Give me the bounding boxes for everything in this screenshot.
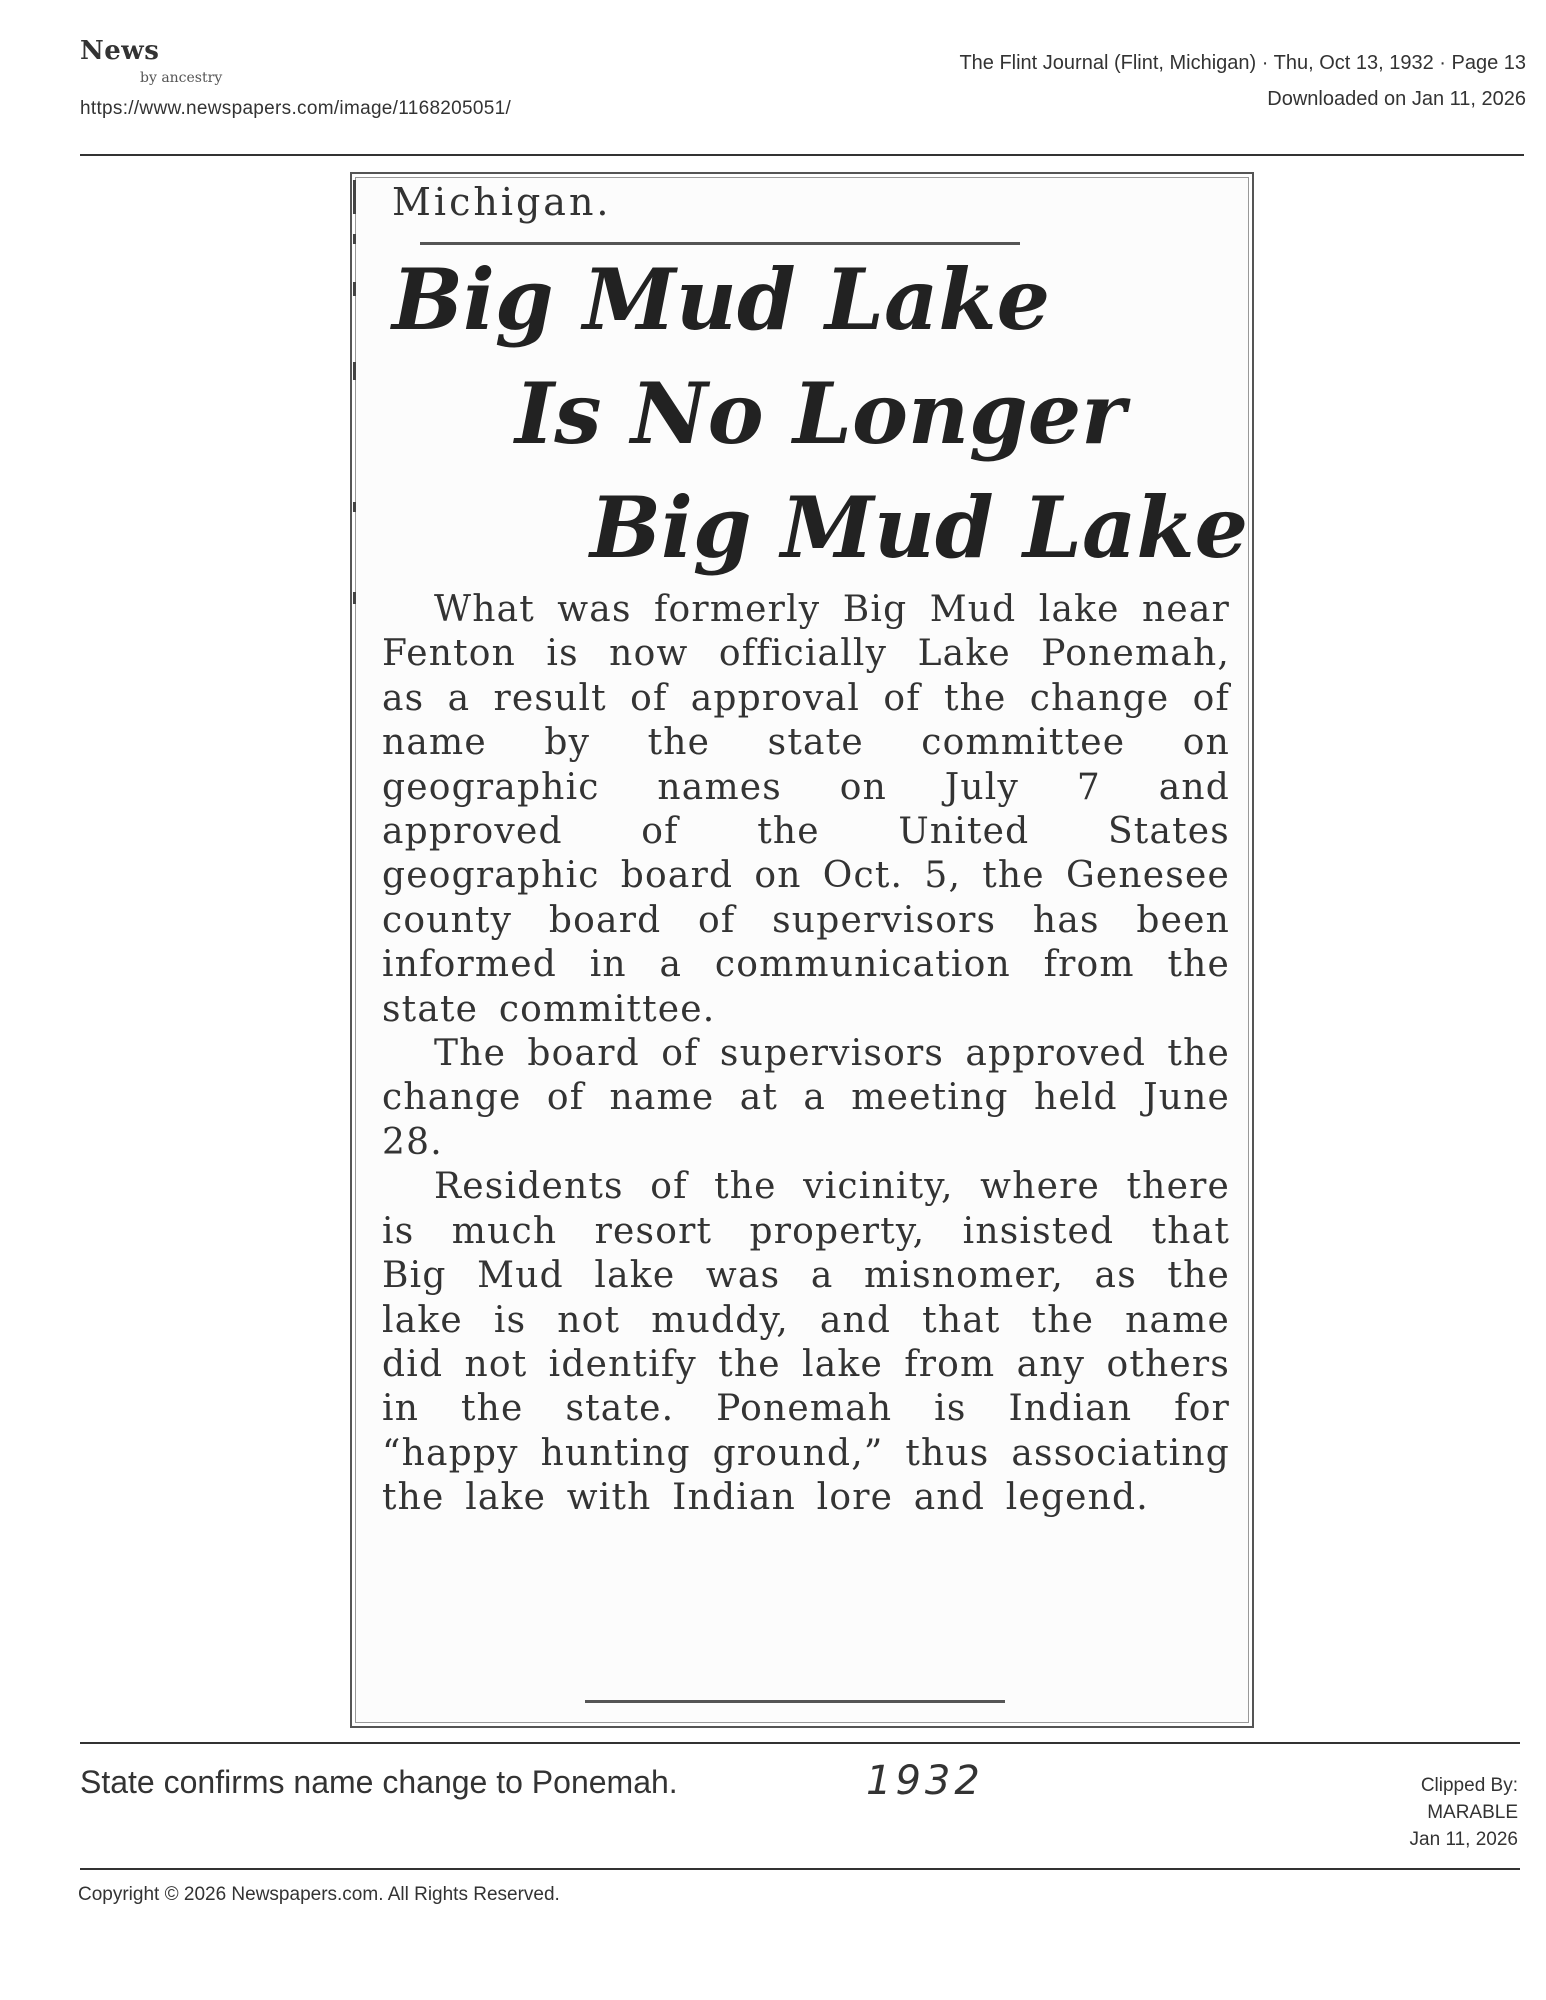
article-end-rule bbox=[585, 1700, 1005, 1703]
publication-info: The Flint Journal (Flint, Michigan) · Thu, Oct 13, 1932 · Page 13 bbox=[959, 52, 1526, 74]
headline-line-3: Big Mud Lake bbox=[590, 478, 1249, 577]
copyright-notice: Copyright © 2026 Newspapers.com. All Rights Reserved. bbox=[78, 1884, 560, 1905]
newspapers-logo: News bbox=[80, 36, 160, 66]
source-url: https://www.newspapers.com/image/1168205051/ bbox=[80, 98, 512, 119]
clipped-by-user: MARABLE bbox=[1427, 1802, 1518, 1823]
article-paragraph: What was formerly Big Mud lake near Fenton is now officially Lake Ponemah, as a result of approval of the change of name by the state committee on geographic names on July 7 and approved of the United States geographic board on Oct. 5, the Genesee county board of supervisors has been informed in a communication from the state committee. bbox=[382, 589, 1230, 1030]
download-date: Downloaded on Jan 11, 2026 bbox=[1267, 88, 1526, 110]
article-paragraph: The board of supervisors approved the change of name at a meeting held June 28. bbox=[382, 1033, 1230, 1163]
article-body bbox=[382, 588, 1230, 1521]
article-paragraph: Residents of the vicinity, where there is much resort property, insisted that Big Mud lake was a misnomer, as the lake is not muddy, and that the name did not identify the lake from any others in the state. Ponemah is Indian for “happy hunting ground,” thus associating the lake with Indian lore and legend. bbox=[382, 1166, 1230, 1519]
article-dateline: Michigan. bbox=[392, 180, 612, 224]
header-divider bbox=[80, 154, 1524, 156]
clipped-by-label: Clipped By: bbox=[1420, 1775, 1518, 1796]
clipped-by-info bbox=[1218, 1772, 1518, 1853]
dateline-rule bbox=[420, 242, 1020, 245]
caption-divider bbox=[80, 1742, 1520, 1744]
handwritten-year: 1932 bbox=[866, 1758, 984, 1804]
footer-divider bbox=[80, 1868, 1520, 1870]
ancestry-byline: by ancestry bbox=[140, 70, 223, 86]
headline-line-2: Is No Longer bbox=[515, 364, 1126, 463]
clipped-date: Jan 11, 2026 bbox=[1409, 1829, 1518, 1850]
clipping-edge-marks bbox=[350, 172, 362, 1724]
clipping-caption: State confirms name change to Ponemah. bbox=[80, 1764, 678, 1800]
headline-line-1: Big Mud Lake bbox=[392, 250, 1051, 349]
